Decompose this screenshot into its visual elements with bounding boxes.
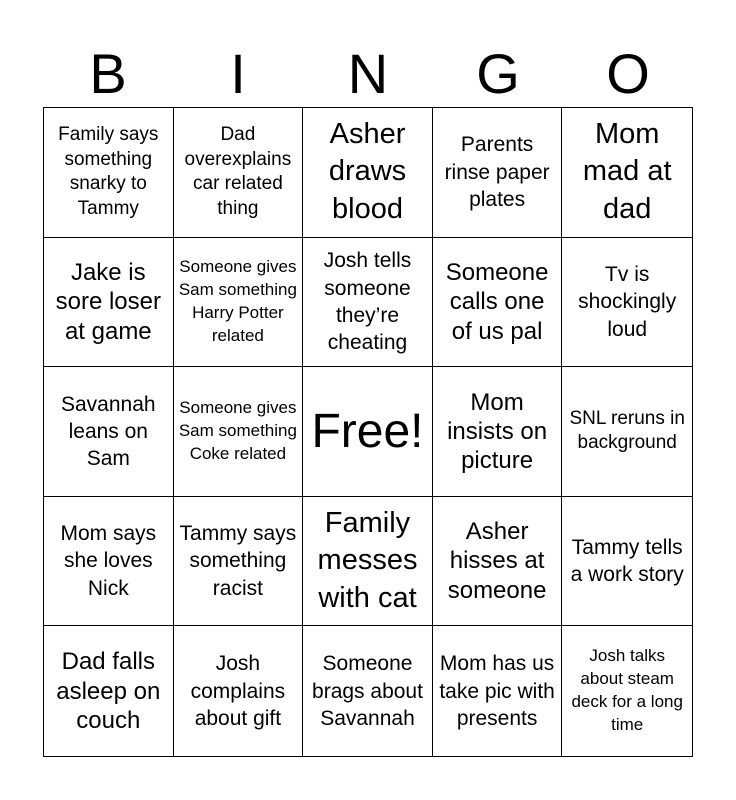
cell-text: Someone brags about Savannah — [312, 652, 423, 730]
header-letter-n: N — [347, 42, 389, 105]
cell-text: Mom mad at dad — [582, 117, 672, 226]
cell-text: Josh talks about steam deck for a long time — [571, 646, 683, 735]
cell-text: Dad overexplains car related thing — [184, 123, 292, 219]
bingo-cell-4-1[interactable] — [44, 497, 174, 627]
bingo-cell-3-4[interactable] — [433, 367, 563, 497]
bingo-cell-2-1[interactable] — [44, 238, 174, 368]
bingo-cell-5-1[interactable] — [44, 626, 174, 756]
bingo-cell-4-4[interactable] — [433, 497, 563, 627]
cell-text: Josh complains about gift — [190, 652, 286, 730]
bingo-grid — [43, 107, 693, 757]
header-letter-b: B — [89, 42, 127, 105]
cell-text: Parents rinse paper plates — [444, 133, 550, 211]
bingo-cell-1-2[interactable] — [174, 108, 304, 238]
bingo-cell-2-3[interactable] — [303, 238, 433, 368]
cell-text: Someone gives Sam something Harry Potter related — [178, 257, 297, 345]
cell-text: Someone calls one of us pal — [445, 258, 549, 345]
cell-text: Family messes with cat — [317, 506, 418, 614]
bingo-cell-1-4[interactable] — [433, 108, 563, 238]
bingo-cell-1-5[interactable] — [562, 108, 692, 238]
bingo-cell-1-3[interactable] — [303, 108, 433, 238]
cell-text: Mom insists on picture — [447, 388, 548, 475]
bingo-cell-5-5[interactable] — [562, 626, 692, 756]
cell-text: Dad falls asleep on couch — [56, 648, 161, 734]
cell-text: Mom has us take pic with presents — [439, 652, 555, 730]
bingo-cell-2-5[interactable] — [562, 238, 692, 368]
header-letter-g: G — [476, 42, 520, 105]
cell-text: Mom says she loves Nick — [60, 522, 157, 600]
free-space[interactable] — [303, 367, 433, 497]
bingo-cell-4-3[interactable] — [303, 497, 433, 627]
bingo-cell-1-1[interactable] — [44, 108, 174, 238]
cell-text: Tv is shockingly loud — [578, 262, 677, 341]
bingo-header — [43, 40, 693, 108]
bingo-cell-5-3[interactable] — [303, 626, 433, 756]
cell-text: Asher draws blood — [328, 117, 407, 226]
cell-text: SNL reruns in background — [569, 407, 685, 454]
cell-text: Tammy says something racist — [179, 522, 297, 600]
cell-text: Tammy tells a work story — [570, 535, 684, 587]
bingo-cell-2-4[interactable] — [433, 238, 563, 368]
cell-text: Asher hisses at someone — [447, 518, 547, 604]
header-letter-i: I — [230, 42, 246, 105]
bingo-cell-5-2[interactable] — [174, 626, 304, 756]
cell-text: Josh tells someone they’re cheating — [323, 249, 412, 355]
cell-text: Savannah leans on Sam — [61, 392, 156, 471]
bingo-cell-2-2[interactable] — [174, 238, 304, 368]
bingo-cell-4-5[interactable] — [562, 497, 692, 627]
cell-text: Jake is sore loser at game — [55, 258, 161, 345]
bingo-cell-3-1[interactable] — [44, 367, 174, 497]
bingo-cell-3-5[interactable] — [562, 367, 692, 497]
bingo-cell-4-2[interactable] — [174, 497, 304, 627]
cell-text: Family says something snarky to Tammy — [58, 123, 159, 219]
cell-text: Free! — [311, 404, 424, 458]
cell-text: Someone gives Sam something Coke related — [178, 398, 297, 463]
bingo-cell-5-4[interactable] — [433, 626, 563, 756]
bingo-cell-3-2[interactable] — [174, 367, 304, 497]
header-letter-o: O — [606, 42, 650, 105]
